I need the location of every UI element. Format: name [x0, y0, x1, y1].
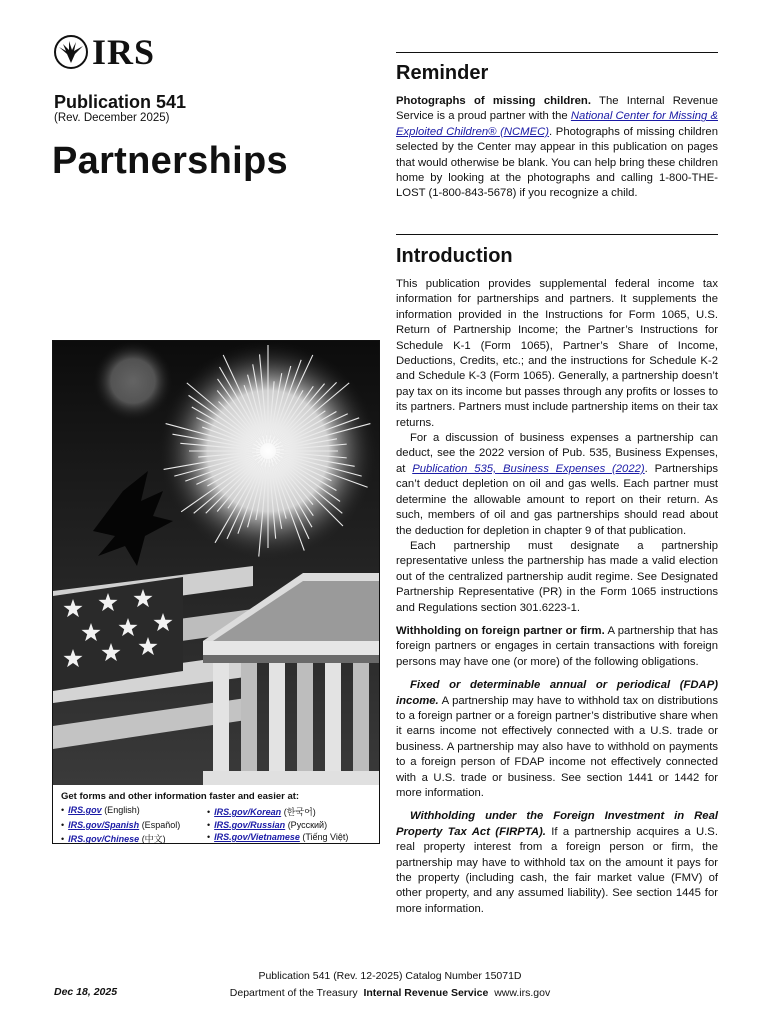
publication-number: Publication 541: [54, 92, 187, 112]
links-title: Get forms and other information faster and easier at:: [61, 791, 300, 802]
fdap-paragraph: Fixed or determinable annual or periodical (FDAP) income. A partnership may have to withhold tax on distributions to a foreign partner or a foreign partner’s distributive share when it earns income not effectively connected with a U.S. trade or business. A partnership may also have to withhold on payments to a foreign person of FDAP income not effectively connected with a U.S. trade or business. See section 1441 or 1442 for more information.: [396, 679, 718, 799]
eagle-logo-icon: [54, 35, 88, 69]
introduction-heading: Introduction: [396, 245, 513, 267]
intro-paragraph-3: Each partnership must designate a partnership representative unless the partnership has made a valid election out of the centralized partnership audit regime. See Designated Partnership Representative (PR) in the Form 1065 instructions and Regulations section 301.6223-1.: [396, 539, 718, 614]
ncmec-link[interactable]: National Center for Missing & Exploited Children® (NCMEC): [396, 110, 718, 138]
withholding-heading: Withholding on foreign partner or firm.: [396, 624, 605, 637]
link-item: • IRS.gov/Korean (한국어): [207, 805, 371, 818]
introduction-rule: [396, 234, 718, 235]
footer-date: Dec 18, 2025: [54, 986, 118, 998]
irs-gov-chinese-link[interactable]: IRS.gov/Chinese: [68, 834, 140, 844]
reminder-lead: Photographs of missing children.: [396, 95, 591, 107]
intro-paragraph-1: This publication provides supplemental federal income tax information for partnerships and partners. It supplements the information provided in the Instructions for Form 1065, U.S. Return of Partnership Income; the Partner’s Instructions for Schedule K-1 (Form 1065), Partner’s Share of Income, Deductions, Credits, etc.; and the instructions for Schedule K-2 and Schedule K-3 (Form 1065). Generally, a partnership doesn’t pay tax on its income but passes through any profits or losses to its partners. Partners must include partnership items on their tax returns.: [396, 278, 718, 429]
irs-gov-vietnamese-link[interactable]: IRS.gov/Vietnamese: [214, 832, 300, 842]
link-item: • IRS.gov/Chinese (中文): [61, 832, 207, 844]
capitol-column: [353, 663, 369, 771]
fdap-heading: Fixed or determinable annual or periodical (FDAP) income.: [396, 679, 718, 707]
irs-gov-russian-link[interactable]: IRS.gov/Russian: [214, 820, 286, 830]
reminder-body: [396, 94, 718, 202]
firpta-paragraph: Withholding under the Foreign Investment in Real Property Tax Act (FIRPTA). If a partnership acquires a U.S. real property interest from a foreign person or firm, the partnership may have to withhold tax on the amount it pays for the property (including cash, the fair market value (FMV) of other property, and any assumed liability). See section 1445 for more information.: [396, 810, 718, 915]
link-item: • IRS.gov/Spanish (Español): [61, 820, 207, 830]
irs-wordmark: IRS: [92, 32, 156, 72]
cover-illustration: [52, 340, 380, 844]
reminder-paragraph: Photographs of missing children. The Internal Revenue Service is a proud partner with the National Center for Missing & Exploited Children® (NCMEC). Photographs of missing children selected by the Center may appear in this publication on pages that would otherwise be blank. You can help bring these children home by looking at the photographs and calling 1-800-THE-LOST (1-800-843-5678) if you recognize a child.: [396, 95, 718, 200]
irs-gov-link[interactable]: IRS.gov: [68, 805, 102, 815]
intro-paragraph-2: For a discussion of business expenses a partnership can deduct, see the 2022 version of Pub. 535, Business Expenses, at Publication 535, Business Expenses (2022). Partnerships can’t deduct depletion on oil and gas wells. Each partner must determine the allowable amount to report on their return. As such, members of oil and gas partnerships should read about the deduction for depletion in chapter 9 of that publication.: [396, 432, 719, 537]
irs-gov-korean-link[interactable]: IRS.gov/Korean: [214, 807, 282, 817]
reminder-heading: Reminder: [396, 62, 489, 84]
footer-dept-line: Department of the Treasury Internal Revenue Service www.irs.gov: [229, 987, 551, 999]
revision-date: (Rev. December 2025): [54, 112, 170, 124]
capitol-column: [297, 663, 313, 771]
capitol-column: [213, 663, 229, 771]
fireworks-eagle-capitol-illustration: [53, 341, 379, 785]
capitol-column: [241, 663, 257, 771]
links-grid: [61, 805, 371, 844]
firpta-heading: Withholding under the Foreign Investment in Real Property Tax Act (FIRPTA).: [396, 810, 718, 838]
page-title: Partnerships: [52, 140, 288, 182]
link-item: • IRS.gov/Vietnamese (Tiếng Việt): [207, 832, 371, 844]
irs-gov-spanish-link[interactable]: IRS.gov/Spanish: [68, 820, 140, 830]
reminder-rule: [396, 52, 718, 53]
link-item: • IRS.gov (English): [61, 805, 207, 818]
irs-logo: [54, 34, 155, 70]
forms-links-box: [53, 785, 379, 843]
footer-info: [200, 968, 580, 1002]
link-item: • IRS.gov/Russian (Русский): [207, 820, 371, 830]
pub-535-link[interactable]: Publication 535, Business Expenses (2022): [412, 462, 645, 475]
introduction-body: [396, 277, 718, 917]
capitol-column: [325, 663, 341, 771]
capitol-column: [269, 663, 285, 771]
withholding-paragraph: Withholding on foreign partner or firm. A partnership that has foreign partners or engages in certain transactions with foreign persons may have one (or more) of the following obligations.: [396, 624, 719, 668]
footer-catalog: Publication 541 (Rev. 12-2025) Catalog Number 15071D: [258, 970, 522, 982]
